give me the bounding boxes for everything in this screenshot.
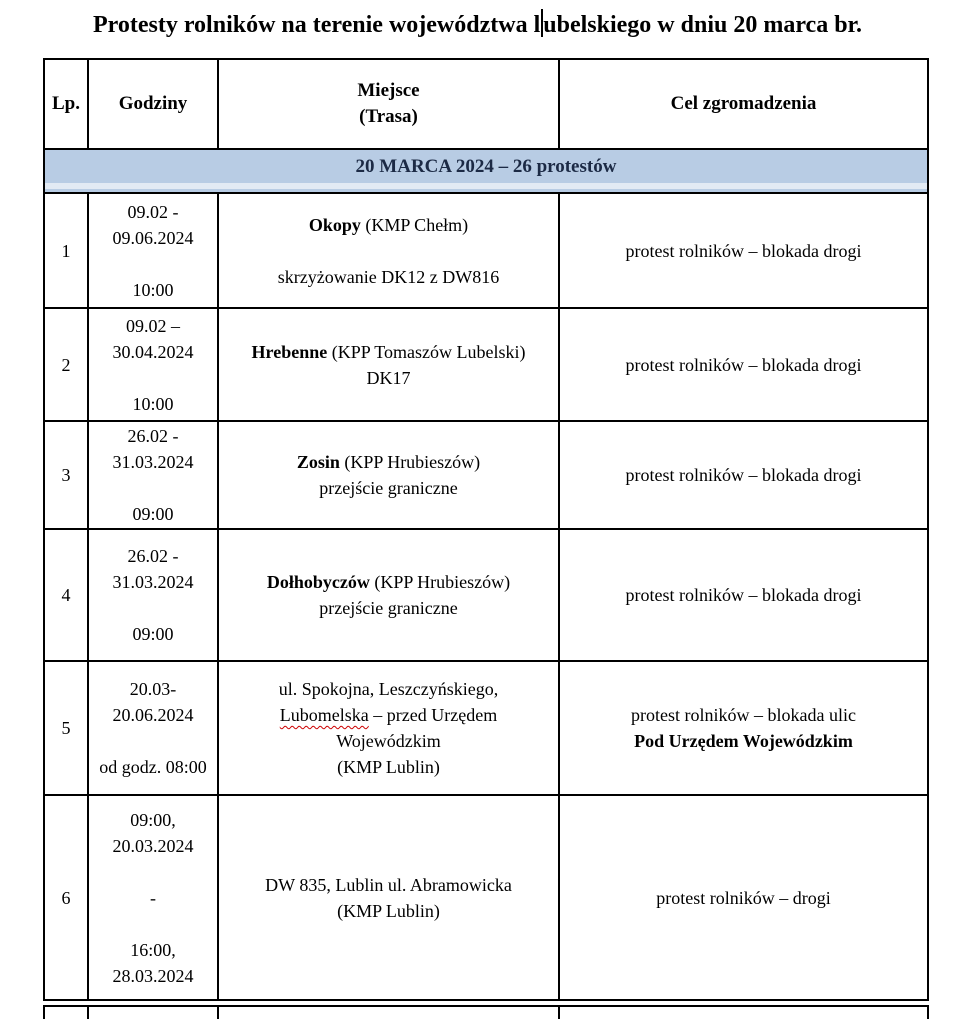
text-segment: 10:00 <box>132 393 174 414</box>
purpose-cell <box>560 194 927 307</box>
text-line <box>626 462 862 488</box>
text-segment: – przed Urzędem <box>368 705 498 725</box>
text-segment: (KPP Tomaszów Lubelski) <box>327 341 526 362</box>
row-number-cell <box>45 309 89 420</box>
text-line <box>132 621 173 647</box>
text-segment: protest rolników – blokada drogi <box>625 465 862 485</box>
text-line <box>319 595 457 621</box>
text-segment: 2 <box>61 354 71 375</box>
text-line <box>99 754 207 780</box>
purpose-cell <box>560 662 927 794</box>
text-segment: (KMP Lublin) <box>337 900 440 921</box>
text-segment: 6 <box>61 887 71 908</box>
text-segment: 20.03- <box>129 679 177 699</box>
text-line <box>128 199 179 225</box>
purpose-cell <box>560 530 927 660</box>
text-segment: DW 835, Lublin ul. Abramowicka <box>265 874 512 895</box>
text-segment: Wojewódzkim <box>336 731 441 751</box>
place-name: Hrebenne <box>251 341 328 362</box>
column-header-label: Godziny <box>118 93 188 114</box>
text-line <box>151 859 156 885</box>
place-name: Pod Urzędem Wojewódzkim <box>634 731 853 751</box>
text-line <box>151 595 156 621</box>
time-cell <box>89 194 219 307</box>
time-cell <box>89 530 219 660</box>
place-cell <box>219 309 560 420</box>
row-number-cell <box>45 662 89 794</box>
text-segment: ul. Spokojna, Leszczyńskiego, <box>278 679 499 699</box>
text-line <box>252 339 526 365</box>
row-number-cell <box>45 194 89 307</box>
text-line <box>151 911 156 937</box>
text-line <box>130 807 176 833</box>
text-line <box>128 423 179 449</box>
text-line <box>626 238 862 264</box>
table-row <box>45 796 927 999</box>
row-number-cell <box>45 796 89 999</box>
text-line <box>309 212 468 238</box>
text-line <box>132 501 173 527</box>
protests-table <box>43 58 929 1001</box>
text-segment: 09.06.2024 <box>112 227 194 248</box>
date-section-banner-label: 20 MARCA 2024 – 26 protestów <box>355 155 617 177</box>
text-line <box>151 728 156 754</box>
text-segment: 09.02 – <box>126 315 180 336</box>
text-segment: skrzyżowanie DK12 z DW816 <box>277 266 500 287</box>
place-cell <box>219 662 560 794</box>
text-segment: 4 <box>61 585 71 605</box>
text-segment: 30.04.2024 <box>112 341 194 362</box>
text-line <box>297 449 480 475</box>
text-segment: protest rolników – blokada ulic <box>631 705 856 725</box>
text-line <box>150 885 156 911</box>
text-line <box>62 885 71 911</box>
table-header-row <box>45 60 927 150</box>
text-line <box>151 365 156 391</box>
text-line <box>62 462 71 488</box>
document-page <box>0 8 955 1032</box>
text-line <box>337 754 440 780</box>
text-line <box>128 543 179 569</box>
place-cell <box>219 422 560 528</box>
next-row-cel-cell <box>560 1007 927 1019</box>
text-line <box>319 475 457 501</box>
time-cell <box>89 422 219 528</box>
next-row-godziny-cell <box>89 1007 219 1019</box>
text-segment: (KPP Hrubieszów) <box>369 572 511 592</box>
place-cell <box>219 530 560 660</box>
text-line <box>336 728 441 754</box>
text-segment: protest rolników – blokada drogi <box>625 354 862 375</box>
table-row <box>45 530 927 662</box>
text-segment: - <box>150 887 156 908</box>
text-line <box>62 238 71 264</box>
next-row-lp-cell <box>45 1007 89 1019</box>
text-segment: 5 <box>61 718 71 738</box>
column-header-label: Cel zgromadzenia <box>670 93 817 114</box>
table-row <box>45 194 927 309</box>
table-row <box>45 309 927 422</box>
text-line <box>151 251 156 277</box>
text-line <box>132 391 173 417</box>
place-name: Zosin <box>296 452 340 472</box>
time-cell <box>89 309 219 420</box>
text-line <box>62 582 71 608</box>
purpose-cell <box>560 309 927 420</box>
purpose-cell <box>560 422 927 528</box>
text-line <box>280 702 497 728</box>
text-line <box>386 238 391 264</box>
text-segment: 3 <box>61 465 71 485</box>
next-row-miejsce-cell <box>219 1007 560 1019</box>
column-header-label: (Trasa) <box>359 106 418 127</box>
text-segment: przejście graniczne <box>319 478 458 498</box>
text-segment: od godz. 08:00 <box>99 757 207 777</box>
text-segment: (KMP Lublin) <box>337 757 440 777</box>
column-header-godziny <box>89 60 219 148</box>
text-line <box>656 885 830 911</box>
text-segment: 26.02 - <box>127 426 179 446</box>
text-line <box>113 225 194 251</box>
text-segment: 20.03.2024 <box>112 835 194 856</box>
place-cell <box>219 194 560 307</box>
column-header-label: Lp. <box>52 93 80 114</box>
text-line <box>113 569 194 595</box>
text-line <box>626 352 862 378</box>
text-segment: (KPP Hrubieszów) <box>339 452 481 472</box>
text-line <box>367 365 411 391</box>
text-segment: 31.03.2024 <box>112 572 194 592</box>
purpose-cell <box>560 796 927 999</box>
title-text-before-cursor: Protesty rolników na terenie województwa l <box>92 12 541 38</box>
place-name: Dołhobyczów <box>266 572 370 592</box>
text-line <box>337 898 440 924</box>
text-segment: DK17 <box>366 367 411 388</box>
text-line <box>626 582 862 608</box>
table-row <box>45 422 927 530</box>
text-segment: 16:00, <box>130 939 176 960</box>
place-cell <box>219 796 560 999</box>
text-segment: 28.03.2024 <box>112 965 194 986</box>
text-segment: 1 <box>61 240 71 261</box>
column-header-miejsce <box>219 60 560 148</box>
text-line <box>265 872 512 898</box>
text-line <box>62 715 71 741</box>
misspelled-word: Lubomelska <box>279 705 369 725</box>
column-header-lp <box>45 60 89 148</box>
place-name: Okopy <box>308 214 361 235</box>
time-cell <box>89 796 219 999</box>
text-segment: 09:00, <box>130 809 176 830</box>
row-number-cell <box>45 530 89 660</box>
table-row <box>45 662 927 796</box>
text-line <box>113 339 194 365</box>
text-segment: protest rolników – drogi <box>656 887 831 908</box>
table-body <box>45 194 927 999</box>
text-segment: protest rolników – blokada drogi <box>625 240 862 261</box>
text-line <box>634 728 853 754</box>
text-line <box>278 264 499 290</box>
text-segment: 09:00 <box>132 624 174 644</box>
time-cell <box>89 662 219 794</box>
text-line <box>151 475 156 501</box>
text-segment: 09.02 - <box>127 201 179 222</box>
text-line <box>130 676 177 702</box>
text-segment: 31.03.2024 <box>112 452 194 472</box>
date-section-banner <box>45 150 927 194</box>
text-segment: 26.02 - <box>127 546 179 566</box>
text-line <box>113 449 194 475</box>
text-line <box>113 702 194 728</box>
text-line <box>130 937 176 963</box>
row-number-cell <box>45 422 89 528</box>
text-line <box>132 277 173 303</box>
text-line <box>279 676 498 702</box>
text-line <box>62 352 71 378</box>
text-segment: (KMP Chełm) <box>360 214 469 235</box>
text-line <box>126 313 180 339</box>
title-text-after-cursor: ubelskiego w dniu 20 marca br. <box>543 12 862 38</box>
text-segment: protest rolników – blokada drogi <box>625 585 862 605</box>
column-header-cel <box>560 60 927 148</box>
text-line <box>113 833 194 859</box>
text-segment: 09:00 <box>132 504 174 524</box>
text-segment: 20.06.2024 <box>112 705 194 725</box>
text-line <box>267 569 510 595</box>
next-table-fragment <box>43 1005 929 1019</box>
page-title <box>0 8 955 42</box>
text-line <box>631 702 856 728</box>
text-line <box>113 963 194 989</box>
column-header-label: Miejsce <box>357 80 420 101</box>
text-segment: 10:00 <box>132 279 174 300</box>
text-segment: przejście graniczne <box>319 598 458 618</box>
